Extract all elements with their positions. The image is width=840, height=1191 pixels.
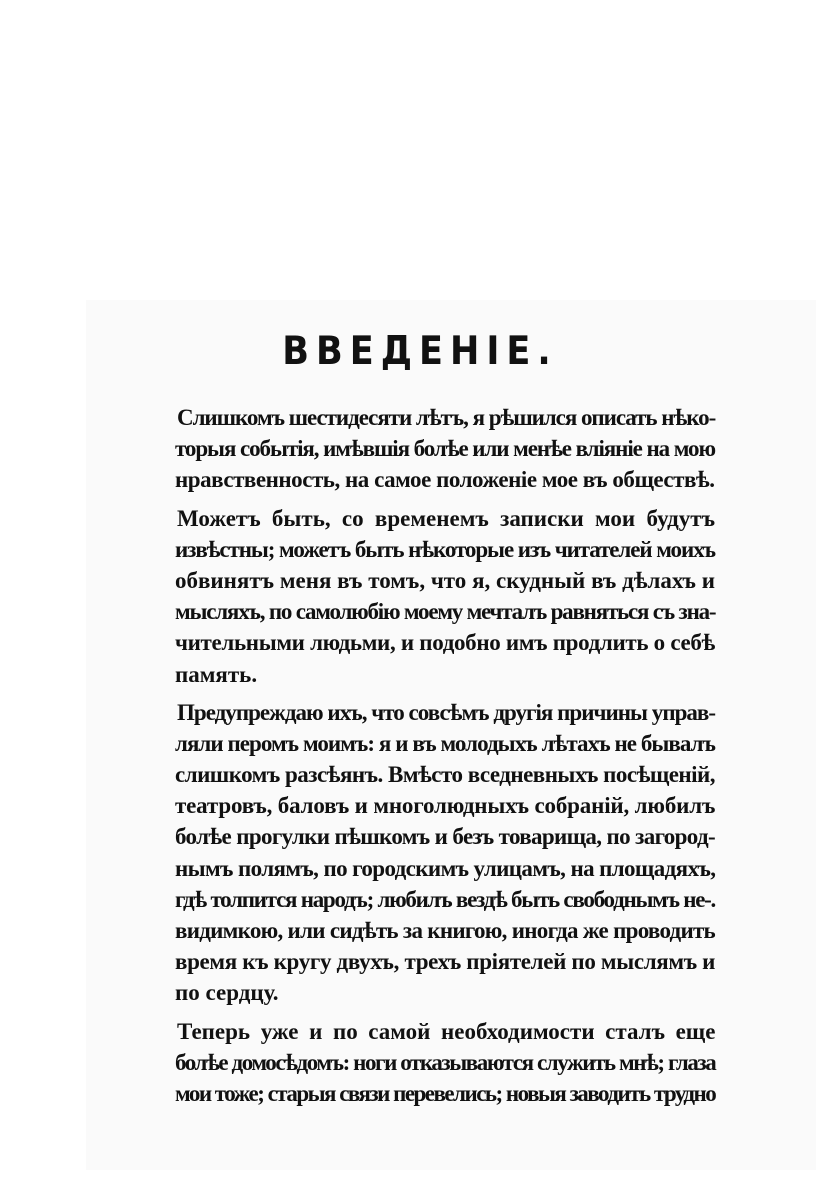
text-line: гдѣ толпится народъ; любилъ вездѣ быть свободнымъ не-.: [175, 886, 716, 912]
text-line: мысляхъ, по самолюбію моему мечталъ равняться съ зна-: [175, 599, 716, 625]
text-line: болѣе домосѣдомъ: ноги отказываются служить мнѣ; глаза: [175, 1049, 716, 1075]
text-line: театровъ, баловъ и многолюдныхъ собраній, любилъ: [175, 793, 716, 819]
text-line: время къ кругу двухъ, трехъ пріятелей по мыслямъ и: [175, 949, 716, 975]
text-line: нымъ полямъ, по городскимъ улицамъ, на площадяхъ,: [175, 855, 716, 881]
paragraph-1: [175, 402, 715, 496]
text-line: память.: [175, 661, 258, 687]
text-line: ляли перомъ моимъ: я и въ молодыхъ лѣтахъ не бывалъ: [175, 730, 715, 756]
paragraph-3: [175, 697, 715, 1009]
text-line: Теперь уже и по самой необходимости сталъ еще: [177, 1018, 716, 1044]
text-line: по сердцу.: [175, 980, 279, 1006]
body-text: [175, 402, 715, 1109]
text-line: видимкою, или сидѣть за книгою, иногда же проводить: [175, 918, 715, 943]
text-line: чительными людьми, и подобно имъ продлить о себѣ: [175, 630, 715, 656]
paragraph-2: [175, 503, 715, 690]
text-line: торыя событія, имѣвшія болѣе или менѣе вліяніе на мою: [175, 436, 715, 462]
text-line: Предупреждаю ихъ, что совсѣмъ другія причины управ-: [177, 699, 716, 725]
text-line: мои тоже; старыя связи перевелись; новыя заводить трудно: [175, 1080, 716, 1106]
text-line: Можетъ быть, со временемъ записки мои будутъ: [177, 505, 715, 531]
paragraph-4: [175, 1016, 715, 1110]
text-line: болѣе прогулки пѣшкомъ и безъ товарища, по загород-: [175, 824, 715, 850]
text-line: слишкомъ разсѣянъ. Вмѣсто вседневныхъ посѣщеній,: [175, 762, 715, 788]
text-line: нравственность, на самое положеніе мое въ обществѣ.: [175, 467, 715, 493]
text-line: извѣстны; можетъ быть нѣкоторые изъ читателей моихъ: [175, 536, 715, 562]
page-title: ВВЕДЕНІЕ.: [282, 329, 558, 374]
text-line: обвинятъ меня въ томъ, что я, скудный въ дѣлахъ и: [175, 567, 715, 593]
text-line: Слишкомъ шестидесяти лѣтъ, я рѣшился описать нѣко-: [177, 405, 716, 430]
